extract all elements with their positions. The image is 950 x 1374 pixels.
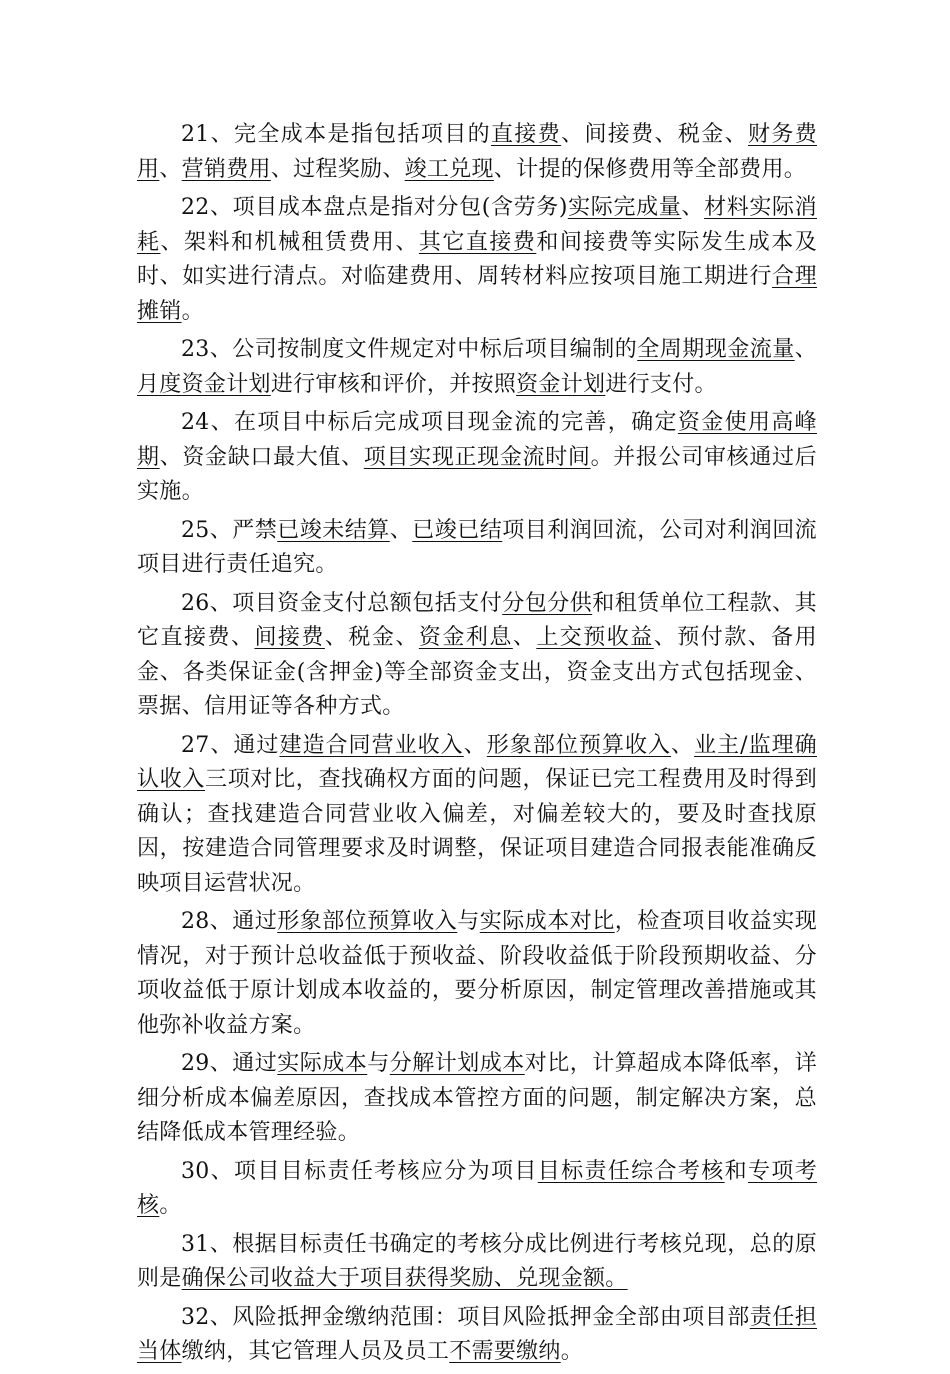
text-segment: 三项对比，查找确权方面的问题，保证已完工程费用及时得到确认；查找建造合同营业收入偏差，对偏差较大的，要及时查找原因，按建造合同管理要求及时调整，保证项目建造合同报表能准确反映项目运营状况。: [137, 767, 817, 896]
text-segment: 、: [389, 517, 413, 543]
underlined-term: 实际完成量: [567, 195, 682, 220]
text-segment: 、资金缺口最大值、: [159, 444, 364, 470]
underlined-term: 合理摊销: [137, 264, 817, 324]
paragraph: [137, 514, 817, 583]
text-segment: 。: [159, 1193, 182, 1218]
underlined-term: 分解计划成本: [389, 1051, 525, 1076]
underlined-term: 责任担当体: [137, 1304, 817, 1364]
text-segment: 与: [457, 909, 480, 934]
text-segment: 26、项目资金支付总额包括支付: [181, 590, 503, 616]
underlined-term: 已竣已结: [412, 517, 503, 543]
text-segment: 、架料和机械租赁费用、: [160, 229, 419, 255]
paragraph: [137, 406, 817, 510]
underlined-term: 已竣未结算: [277, 517, 390, 543]
text-segment: 。: [560, 1339, 584, 1364]
text-segment: 25、严禁: [181, 517, 278, 543]
text-segment: 、过程奖励、: [270, 156, 405, 182]
paragraph: [137, 1228, 817, 1297]
paragraph: [137, 1155, 817, 1224]
text-segment: 和租赁单位工程款、其它直接费、: [137, 590, 817, 650]
text-segment: 24、在项目中标后完成项目现金流的完善，确定: [181, 410, 678, 435]
paragraph: [137, 729, 817, 902]
paragraph: [137, 1047, 817, 1151]
underlined-term: 全周期现金流量: [637, 337, 795, 362]
underlined-term: 资金利息: [418, 625, 513, 650]
underlined-term: 形象部位预算收入: [277, 909, 458, 934]
underlined-term: 建造合同营业收入: [279, 732, 464, 758]
text-segment: 和间接费等实际发生成本及时、如实进行清点。对临建费用、周转材料应按项目施工期进行: [137, 229, 817, 289]
text-segment: 、计提的保修费用等全部费用。: [493, 156, 807, 182]
underlined-term: 不需要缴纳: [449, 1339, 561, 1364]
text-segment: 项目利润回流，公司对利润回流项目进行责任追究。: [137, 517, 817, 577]
underlined-term: 竣工兑现: [404, 156, 494, 182]
underlined-term: 业主/监理确认收入: [137, 732, 817, 792]
text-segment: 31、根据目标责任书确定的考核分成比例进行考核兑现，总的原则是: [137, 1231, 817, 1291]
text-segment: 、: [512, 625, 537, 650]
text-segment: 30、项目目标责任考核应分为项目: [181, 1158, 538, 1184]
paragraph: [137, 587, 817, 725]
text-segment: 缴纳，其它管理人员及员工: [181, 1339, 450, 1364]
text-segment: 、间接费、税金、: [561, 122, 748, 147]
underlined-term: 实际成本: [277, 1051, 368, 1076]
text-segment: 23、公司按制度文件规定对中标后项目编制的: [181, 337, 638, 362]
text-segment: 、: [671, 732, 695, 758]
paragraph: [137, 333, 817, 402]
underlined-term: 资金计划: [516, 371, 606, 397]
text-segment: 对比，计算超成本降低率，详细分析成本偏差原因，查找成本管控方面的问题，制定解决方案，总结降低成本管理经验。: [137, 1051, 817, 1145]
underlined-term: 其它直接费: [418, 229, 537, 255]
text-segment: 22、项目成本盘点是指对分包(含劳务): [181, 195, 568, 220]
text-segment: 、税金、: [324, 625, 419, 650]
document-body: [137, 118, 817, 1374]
text-segment: ，检查项目收益实现情况，对于预计总收益低于预收益、阶段收益低于阶段预期收益、分项收益低于原计划成本收益的，要分析原因，制定管理改善措施或其他弥补收益方案。: [137, 909, 817, 1038]
text-segment: 29、通过: [181, 1051, 278, 1076]
paragraph: [137, 905, 817, 1043]
underlined-term: 直接费: [490, 122, 562, 147]
text-segment: 。并报公司审核通过后实施。: [137, 444, 817, 504]
underlined-term: 月度资金计划: [137, 371, 271, 397]
underlined-term: 实际成本对比: [479, 909, 615, 934]
text-segment: 21、完全成本是指包括项目的: [181, 122, 491, 147]
text-segment: 。: [181, 298, 204, 324]
paragraph: [137, 118, 817, 187]
text-segment: 27、通过: [181, 732, 280, 758]
underlined-term: 确保公司收益大于项目获得奖励、兑现金额。: [181, 1266, 628, 1291]
text-segment: 进行审核和评价，并按照: [270, 371, 517, 397]
underlined-term: 目标责任综合考核: [537, 1158, 725, 1184]
text-segment: 、: [463, 732, 487, 758]
text-segment: 与: [367, 1051, 390, 1076]
underlined-term: 材料实际消耗: [137, 195, 817, 255]
underlined-term: 上交预收益: [536, 625, 654, 650]
underlined-term: 资金使用高峰期: [137, 410, 817, 470]
underlined-term: 营销费用: [181, 156, 271, 182]
underlined-term: 项目实现正现金流时间: [363, 444, 591, 470]
underlined-term: 形象部位预算收入: [486, 732, 672, 758]
underlined-term: 间接费: [254, 625, 325, 650]
paragraph: [137, 191, 817, 329]
text-segment: 、: [159, 156, 182, 182]
underlined-term: 财务费用: [137, 122, 817, 182]
paragraph: [137, 1301, 817, 1370]
text-segment: 进行支付。: [605, 371, 717, 397]
underlined-term: 专项考核: [137, 1158, 818, 1218]
text-segment: 、: [681, 195, 705, 220]
underlined-term: 分包分供: [502, 590, 593, 616]
text-segment: 、: [794, 337, 818, 362]
text-segment: 、预付款、备用金、各类保证金(含押金)等全部资金支出，资金支出方式包括现金、票据、信用证等各种方式。: [137, 625, 817, 719]
text-segment: 28、通过: [181, 909, 278, 934]
text-segment: 32、风险抵押金缴纳范围：项目风险抵押金全部由项目部: [181, 1304, 750, 1330]
text-segment: 和: [724, 1158, 748, 1184]
